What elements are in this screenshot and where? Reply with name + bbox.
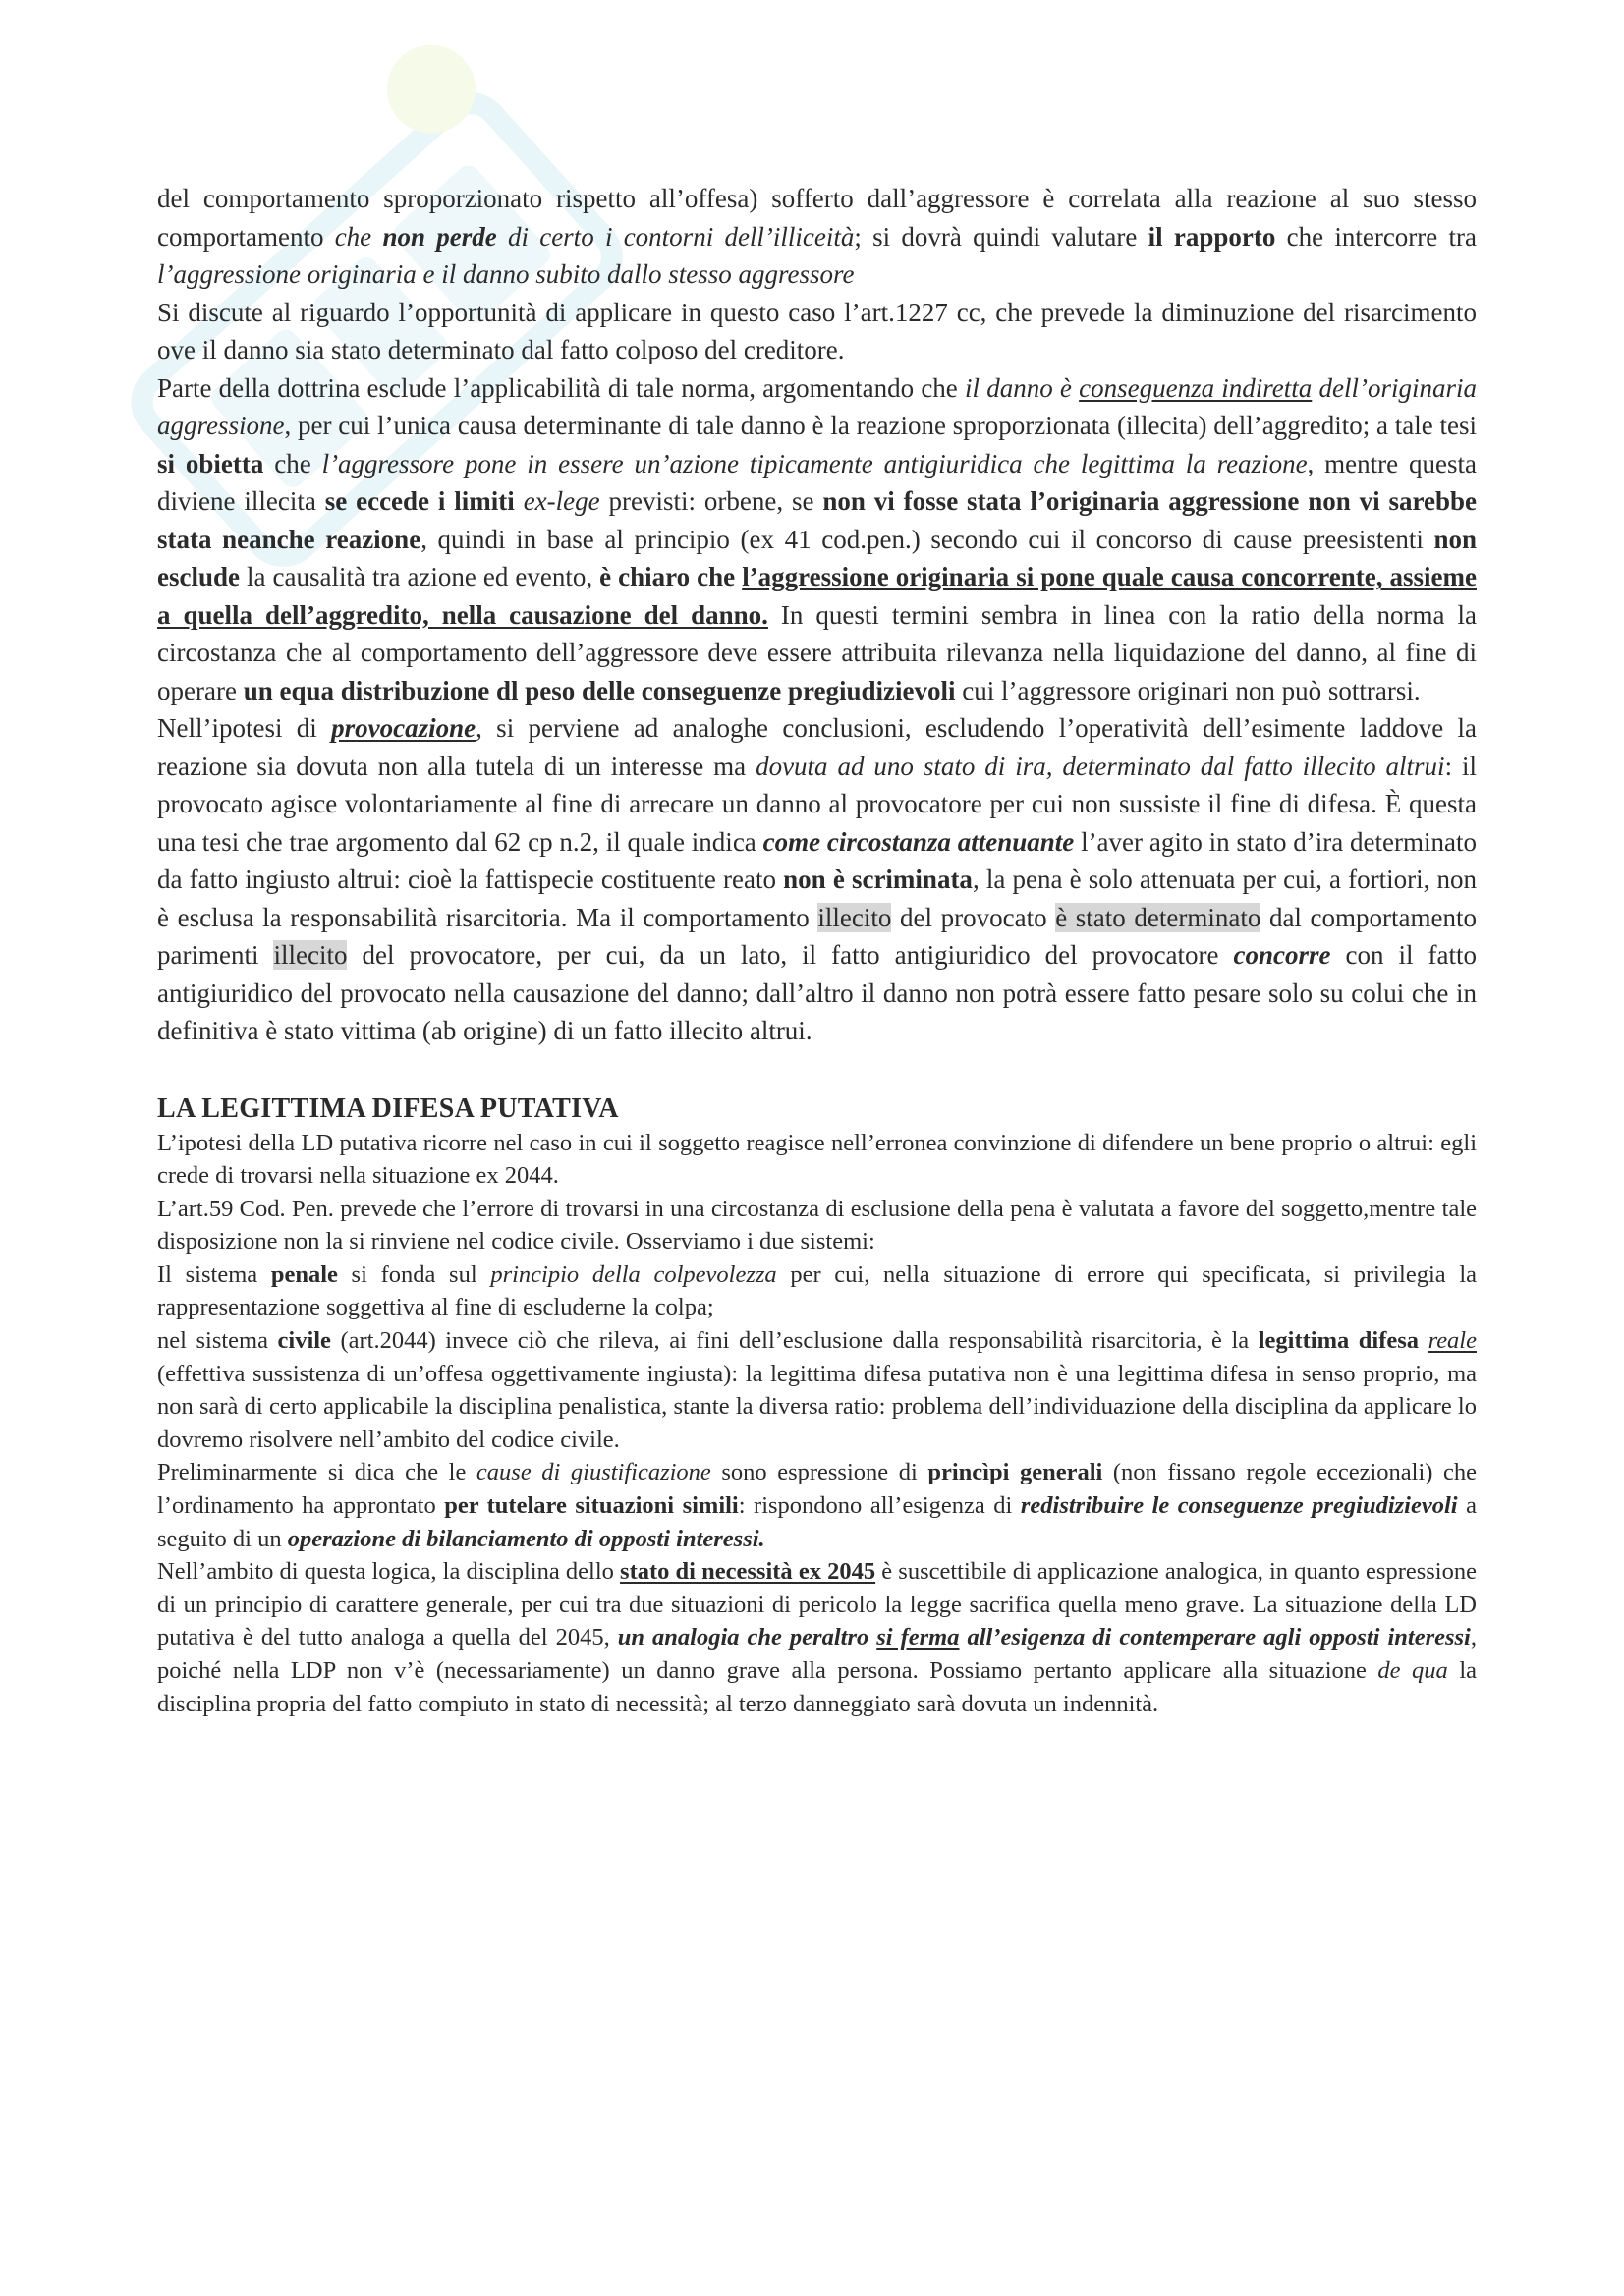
text-run: stato di necessità ex 2045 — [620, 1558, 876, 1586]
paragraph — [157, 294, 1477, 369]
text-run: dal comportamento parimenti — [157, 902, 1477, 970]
text-run: civile — [277, 1327, 331, 1355]
paragraph — [157, 1324, 1477, 1456]
text-run: il rapporto — [1148, 221, 1276, 252]
text-run: concorre — [1233, 940, 1331, 970]
text-run: Si discute al riguardo l’opportunità di applicare in questo caso l’art.1227 cc, che prevede la diminuzione del risarcimento ove il danno sia stato determinato dal fatto colposo del creditore. — [157, 297, 1477, 364]
text-run: illecito — [273, 940, 348, 970]
text-run: : rispondono all’esigenza di — [738, 1492, 1021, 1520]
text-run: provocazione — [331, 713, 476, 743]
text-run: il danno è — [965, 372, 1080, 403]
text-run: che — [334, 221, 383, 252]
text-run: non perde — [382, 221, 497, 252]
text-run: sono espressione di — [710, 1459, 928, 1486]
text-run: non è scriminata — [783, 865, 973, 894]
text-run: l’aver agito in stato d’ira determinato da fatto ingiusto altrui: cioè la fattispecie costituente reato — [157, 826, 1478, 894]
document-body — [157, 180, 1477, 1720]
text-run: si fonda sul — [337, 1260, 491, 1288]
paragraph — [157, 1127, 1477, 1193]
text-run: redistribuire le conseguenze pregiudizievoli — [1020, 1492, 1458, 1520]
text-run: (effettiva sussistenza di un’offesa oggettivamente ingiusta): la legittima difesa putativa non è una legittima difesa in senso proprio, ma non sarà di certo applicabile la disciplina penalistica, stante la diversa ratio: problema dell’individuazione della disciplina da applicare lo dovremo risolvere nell’ambito del codice civile. — [157, 1360, 1477, 1453]
text-run: di certo i contorni dell’illiceità — [496, 221, 855, 252]
text-run: , per cui l’unica causa determinante di tale danno è la reazione sproporzionata (illecita) dell’aggredito; a tale tesi — [284, 411, 1477, 440]
text-run: del comportamento sproporzionato rispetto all’offesa) sofferto dall’aggressore è correlata alla reazione al suo stesso comportamento — [157, 184, 1477, 252]
text-run: operazione di bilanciamento di opposti interessi. — [287, 1525, 765, 1552]
text-run: del provocato — [891, 902, 1056, 932]
text-run: : il provocato agisce volontariamente al fine di arrecare un danno al provocatore per cui non sussiste il fine di difesa. È questa una tesi che trae argomento dal 62 cp n.2, il quale indica — [157, 751, 1477, 857]
paragraph — [157, 1555, 1477, 1720]
section-heading: LA LEGITTIMA DIFESA PUTATIVA — [157, 1092, 619, 1124]
paragraph — [157, 1193, 1477, 1259]
text-run: del provocatore, per cui, da un lato, il fatto antigiuridico del provocatore — [347, 940, 1234, 970]
text-run: cui l’aggressore originari non può sottrarsi. — [955, 675, 1421, 705]
text-run: per cui, nella situazione di errore qui specificata, si privilegia la rappresentazione soggettiva al fine di escluderne la colpa; — [157, 1260, 1478, 1321]
paragraph — [157, 369, 1477, 710]
text-run: legittima difesa — [1258, 1327, 1428, 1355]
text-run: (non fissano regole eccezionali) che l’ordinamento ha approntato — [157, 1459, 1477, 1520]
text-run: L’art.59 Cod. Pen. prevede che l’errore di trovarsi in una circostanza di esclusione della pena è valutata a favore del soggetto,mentre tale disposizione non la si rinviene nel codice civile. Osserviamo i due sistemi: — [157, 1195, 1477, 1256]
text-run: l’aggressore pone in essere un’azione tipicamente antigiuridica che legittima la reazione, — [321, 448, 1315, 478]
text-run: , la pena è solo attenuata per cui, a fortiori, non è esclusa la responsabilità risarcitoria. Ma il comportamento — [157, 865, 1477, 932]
text-run: Nell’ambito di questa logica, la disciplina dello — [157, 1558, 621, 1586]
paragraph — [157, 709, 1477, 1050]
paragraph — [157, 1259, 1477, 1324]
text-run: ; si dovrà quindi valutare — [854, 221, 1148, 252]
text-run: non esclude — [157, 524, 1477, 591]
text-run: cause di giustificazione — [476, 1459, 711, 1486]
text-run: non vi fosse stata l’originaria aggressione non vi sarebbe stata neanche reazione — [157, 486, 1477, 554]
text-run: è suscettibile di applicazione analogica, in quanto espressione di un principio di carattere generale, per cui tra due situazioni di pericolo la legge sacrifica quella meno grave. La situazione della LD putativa è del tutto analoga a quella del 2045, — [157, 1558, 1477, 1652]
text-run: all’esigenza di contemperare agli opposti interessi — [959, 1624, 1471, 1652]
text-run: In questi termini sembra in linea con la ratio della norma la circostanza che al comportamento dell’aggressore deve essere attribuita rilevanza nella liquidazione del danno, al fine di operare — [157, 599, 1477, 705]
text-run: Preliminarmente si dica che le — [157, 1459, 476, 1486]
text-run: un analogia che peraltro — [617, 1624, 877, 1652]
text-run: dell’originaria aggressione — [157, 372, 1477, 440]
text-run: princìpi generali — [927, 1459, 1103, 1486]
text-run: a seguito di un — [157, 1492, 1477, 1552]
text-run: dovuta ad uno stato di ira, determinato dal fatto illecito altrui — [756, 751, 1445, 781]
text-run — [515, 486, 524, 516]
text-run: penale — [270, 1260, 338, 1288]
text-run: Parte della dottrina esclude l’applicabilità di tale norma, argomentando che — [157, 372, 966, 403]
text-run: si obietta — [157, 448, 264, 478]
text-run: nel sistema — [157, 1327, 278, 1355]
text-run: , si perviene ad analoghe conclusioni, escludendo l’operatività dell’esimente laddove la reazione sia dovuta non alla tutela di un interesse ma — [157, 713, 1477, 781]
text-run: reale — [1428, 1327, 1477, 1355]
text-run: che — [263, 448, 322, 478]
text-run: come circostanza attenuante — [762, 826, 1075, 857]
paragraph — [157, 1456, 1477, 1555]
text-run: de qua — [1377, 1657, 1448, 1684]
text-run: la disciplina propria del fatto compiuto in stato di necessità; al terzo danneggiato sarà dovuta un indennità. — [157, 1657, 1478, 1717]
text-run: per tutelare situazioni simili — [444, 1492, 739, 1520]
text-run: un equa distribuzione dl peso delle conseguenze pregiudizievoli — [243, 675, 956, 705]
text-run: ex-lege — [523, 486, 600, 516]
text-run: , poiché nella LDP non v’è (necessariamente) un danno grave alla persona. Possiamo pertanto applicare alla situazione — [157, 1624, 1477, 1684]
text-run: (art.2044) invece ciò che rileva, ai fini dell’esclusione dalla responsabilità risarcitoria, è la — [330, 1327, 1259, 1355]
paragraph — [157, 180, 1477, 294]
text-run: è stato determinato — [1055, 902, 1261, 932]
text-run: se eccede i limiti — [324, 486, 515, 516]
text-run: si ferma — [876, 1624, 960, 1652]
text-run: previsti: orbene, se — [599, 486, 823, 516]
section-putativa — [157, 1127, 1477, 1721]
text-run: l’aggressione originaria e il danno subito dallo stesso aggressore — [157, 259, 855, 289]
text-run: illecito — [817, 902, 892, 932]
text-run: Il sistema — [157, 1260, 271, 1288]
text-run: l’aggressione originaria si pone quale causa concorrente, assieme a quella dell’aggredito, nella causazione del danno. — [157, 562, 1477, 630]
text-run: è chiaro che — [599, 562, 743, 591]
text-run: Nell’ipotesi di — [157, 713, 332, 743]
text-run: che intercorre tra — [1275, 221, 1477, 252]
text-run: , quindi in base al principio (ex 41 cod.pen.) secondo cui il concorso di cause preesistenti — [420, 524, 1434, 554]
text-run: L’ipotesi della LD putativa ricorre nel caso in cui il soggetto reagisce nell’erronea convinzione di difendere un bene proprio o altrui: egli crede di trovarsi nella situazione ex 2044. — [157, 1129, 1477, 1190]
section-intro — [157, 180, 1477, 1050]
text-run: conseguenza indiretta — [1079, 372, 1313, 403]
text-run: con il fatto antigiuridico del provocato nella causazione del danno; dall’altro il danno non potrà essere fatto pesare solo su colui che in definitiva è stato vittima (ab origine) di un fatto illecito altrui. — [157, 940, 1477, 1045]
text-run: la causalità tra azione ed evento, — [240, 562, 600, 591]
text-run: mentre questa diviene illecita — [157, 448, 1477, 516]
text-run: principio della colpevolezza — [490, 1260, 777, 1288]
